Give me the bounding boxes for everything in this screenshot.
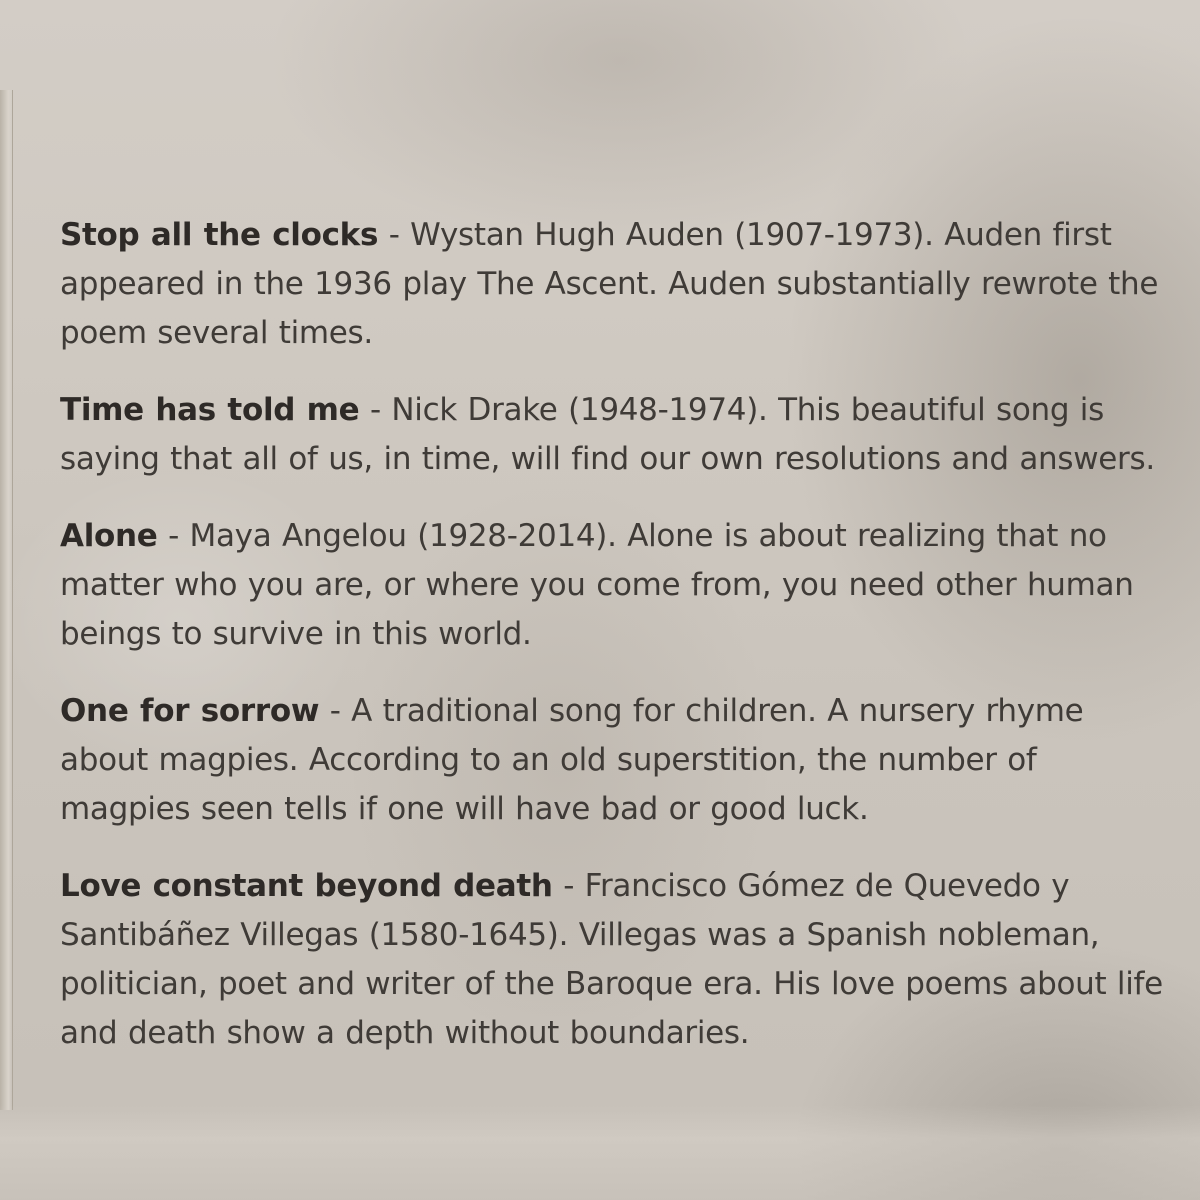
- entry-title: Stop all the clocks: [60, 217, 379, 253]
- note-entry: [60, 862, 1170, 1058]
- entry-title: Love constant beyond death: [60, 868, 553, 904]
- note-entry: [60, 211, 1170, 358]
- entry-text: - Francisco Gómez de Quevedo y Santibáñez Villegas (1580-1645). Villegas was a Spanish nobleman, politician, poet and writer of the Baroque era. His love poems about life and death show a depth without boundaries.: [60, 868, 1163, 1051]
- paper-left-edge: [0, 90, 13, 1110]
- entry-text: - Wystan Hugh Auden (1907-1973). Auden first appeared in the 1936 play The Ascent. Auden substantially rewrote the poem several times.: [60, 217, 1159, 351]
- entry-text: - Nick Drake (1948-1974). This beautiful song is saying that all of us, in time, will find our own resolutions and answers.: [60, 392, 1155, 477]
- entry-title: One for sorrow: [60, 693, 320, 729]
- note-entry: [60, 687, 1170, 834]
- entry-title: Alone: [60, 518, 158, 554]
- paper-bottom-shade: [0, 1105, 1200, 1200]
- entry-text: - A traditional song for children. A nursery rhyme about magpies. According to an old superstition, the number of magpies seen tells if one will have bad or good luck.: [60, 693, 1084, 827]
- song-notes: [60, 211, 1170, 1086]
- entry-text: - Maya Angelou (1928-2014). Alone is about realizing that no matter who you are, or where you come from, you need other human beings to survive in this world.: [60, 518, 1134, 652]
- entry-title: Time has told me: [60, 392, 360, 428]
- note-entry: [60, 386, 1170, 484]
- note-entry: [60, 512, 1170, 659]
